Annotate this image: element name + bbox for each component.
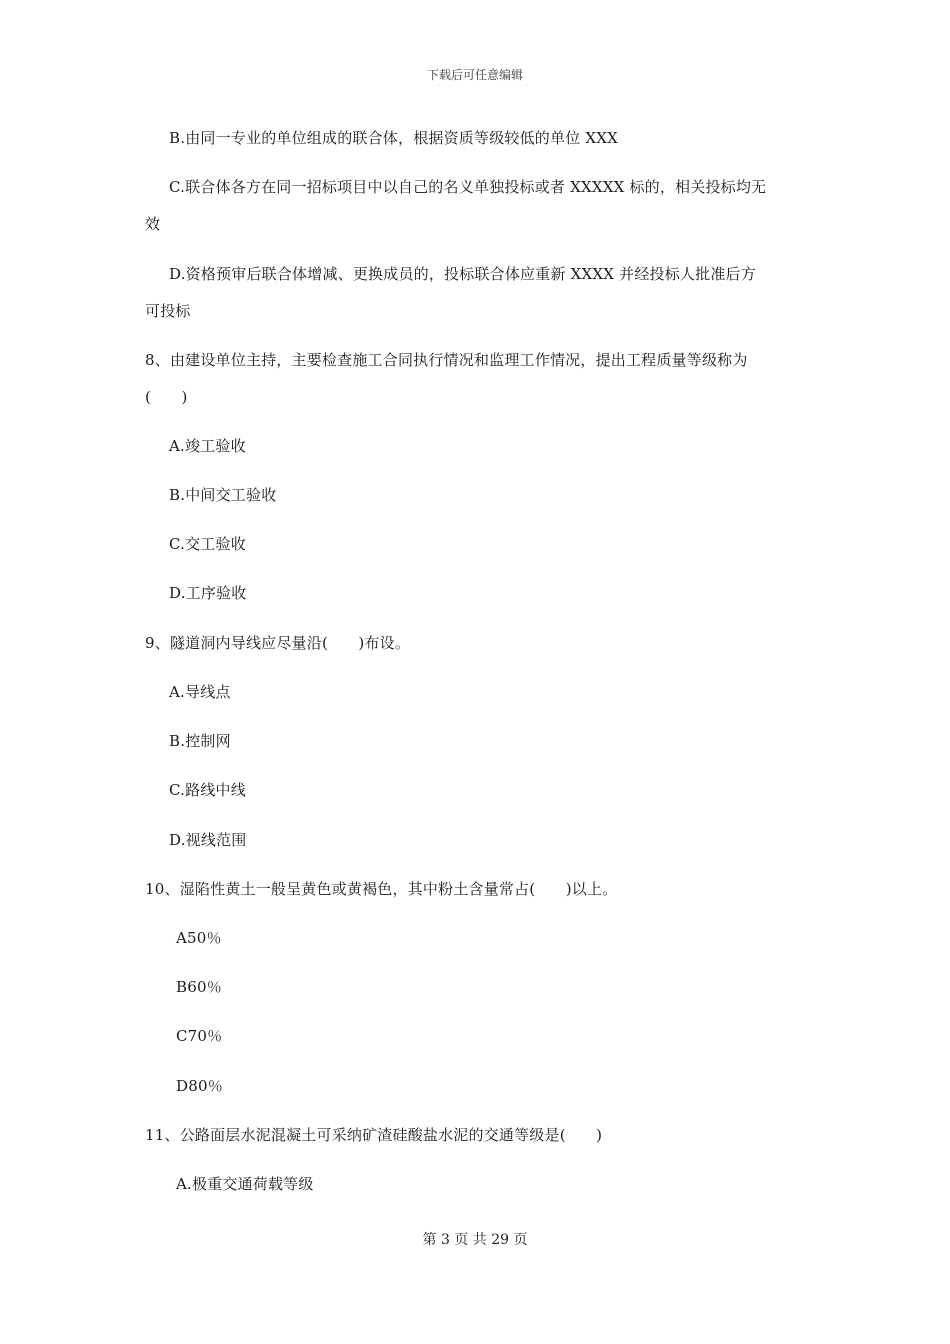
option-d-q7-cont: 可投标 [145, 302, 191, 320]
question-8: 8、由建设单位主持，主要检查施工合同执行情况和监理工作情况，提出工程质量等级称为 [145, 351, 748, 369]
option-b-q8: B.中间交工验收 [169, 486, 277, 504]
question-11: 11、公路面层水泥混凝土可采纳矿渣硅酸盐水泥的交通等级是( ) [145, 1126, 603, 1144]
question-9: 9、隧道洞内导线应尽量沿( )布设。 [145, 634, 411, 652]
option-c-q10: C70％ [176, 1027, 223, 1045]
option-a-q10: A50％ [176, 929, 222, 947]
option-d-q10: D80％ [176, 1077, 223, 1095]
option-c-q8: C.交工验收 [169, 535, 246, 553]
question-8-blank: ( ) [145, 388, 188, 406]
option-b-q9: B.控制网 [169, 732, 231, 750]
option-d-q7: D.资格预审后联合体增减、更换成员的，投标联合体应重新 XXXX 并经投标人批准后方 [169, 265, 756, 283]
option-c-q7: C.联合体各方在同一招标项目中以自己的名义单独投标或者 XXXXX 标的，相关投标均无 [169, 178, 767, 196]
option-a-q9: A.导线点 [169, 683, 231, 701]
option-d-q8: D.工序验收 [169, 584, 247, 602]
page-footer: 第 3 页 共 29 页 [422, 1232, 528, 1248]
option-a-q11: A.极重交通荷载等级 [176, 1175, 314, 1193]
option-b-q7: B.由同一专业的单位组成的联合体，根据资质等级较低的单位 XXX [169, 129, 618, 147]
option-a-q8: A.竣工验收 [169, 437, 246, 455]
option-d-q9: D.视线范围 [169, 831, 247, 849]
question-10: 10、湿陷性黄土一般呈黄色或黄褐色，其中粉土含量常占( )以上。 [145, 880, 618, 898]
option-c-q9: C.路线中线 [169, 781, 246, 799]
option-c-q7-cont: 效 [145, 215, 161, 233]
page-header: 下载后可任意编辑 [426, 68, 523, 82]
option-b-q10: B60％ [176, 978, 222, 996]
